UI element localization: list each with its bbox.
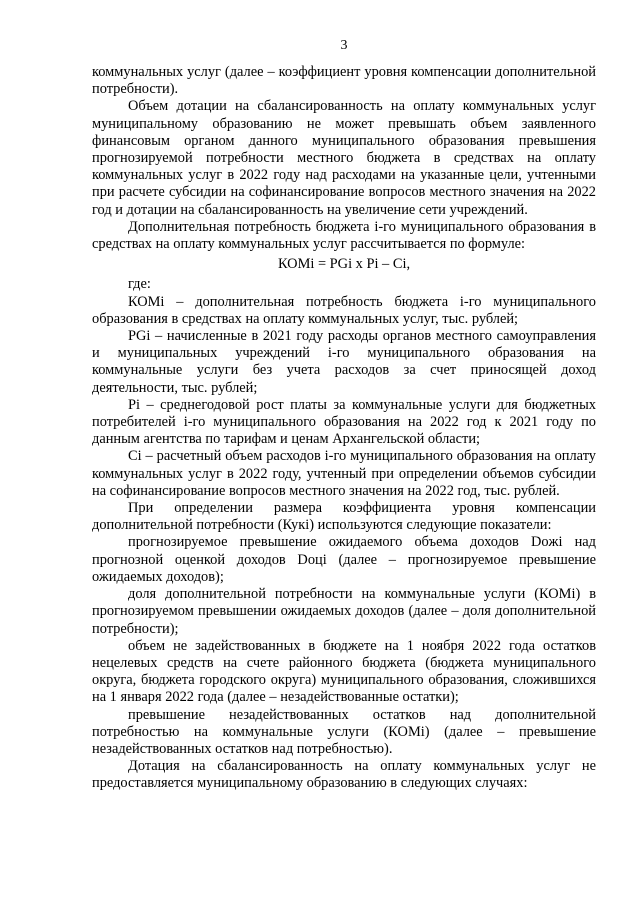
- paragraph: Дотация на сбалансированность на оплату коммунальных услуг не предоставляется муниципальному образованию в следующих случаях:: [92, 758, 596, 792]
- paragraph: объем не задействованных в бюджете на 1 ноября 2022 года остатков нецелевых средств на счете районного бюджета (бюджета муниципального округа, бюджета городского округа) муниципального образования, сложившихся на 1 января 2022 года (далее – незадействованные остатки);: [92, 637, 596, 706]
- paragraph: где:: [128, 276, 151, 293]
- paragraph: КОМi – дополнительная потребность бюджета i-го муниципального образования в средствах на оплату коммунальных услуг, тыс. рублей;: [92, 293, 596, 327]
- paragraph: Объем дотации на сбалансированность на оплату коммунальных услуг муниципальному образованию не может превышать объем заявленного финансовым органом данного муниципального образования превышения прогнозируемой потребности местного бюджета в средствах на оплату коммунальных услуг в 2022 году над расходами на указанные цели, учтенными при расчете субсидии на софинансирование вопросов местного значения на 2022 год и дотации на сбалансированность на увеличение сети учреждений.: [92, 98, 596, 218]
- paragraph: доля дополнительной потребности на коммунальные услуги (КОМi) в прогнозируемом превышении ожидаемых доходов (далее – доля дополнительной потребности);: [92, 586, 596, 637]
- paragraph: Ci – расчетный объем расходов i-го муниципального образования на оплату коммунальных услуг в 2022 году, учтенный при определении объемов субсидии на софинансирование вопросов местного значения на 2022 год, тыс. рублей.: [92, 448, 596, 499]
- formula: КОМi = PGi x Pi – Ci,: [277, 256, 411, 273]
- paragraph: PGi – начисленные в 2021 году расходы органов местного самоуправления и муниципальных учреждений i-го муниципального образования на коммунальные услуги без учета расходов за счет приносящей доход деятельности, тыс. рублей;: [92, 328, 596, 396]
- paragraph: При определении размера коэффициента уровня компенсации дополнительной потребности (Кукi) используются следующие показатели:: [92, 500, 596, 534]
- paragraph: Pi – среднегодовой рост платы за коммунальные услуги для бюджетных потребителей i-го муниципального образования на 2022 год к 2021 году по данным агентства по тарифам и ценам Архангельской области;: [92, 396, 596, 448]
- paragraph: превышение незадействованных остатков над дополнительной потребностью на коммунальные услуги (КОМi) (далее – превышение незадействованных остатков над потребностью).: [92, 706, 596, 757]
- paragraph: прогнозируемое превышение ожидаемого объема доходов Doжi над прогнозной оценкой доходов Doцi (далее – прогнозируемое превышение ожидаемых доходов);: [92, 534, 596, 585]
- paragraph: Дополнительная потребность бюджета i-го муниципального образования в средствах на оплату коммунальных услуг рассчитывается по формуле:: [92, 218, 596, 253]
- paragraph: коммунальных услуг (далее – коэффициент уровня компенсации дополнительной потребности).: [92, 64, 596, 98]
- page-number: 3: [340, 38, 348, 53]
